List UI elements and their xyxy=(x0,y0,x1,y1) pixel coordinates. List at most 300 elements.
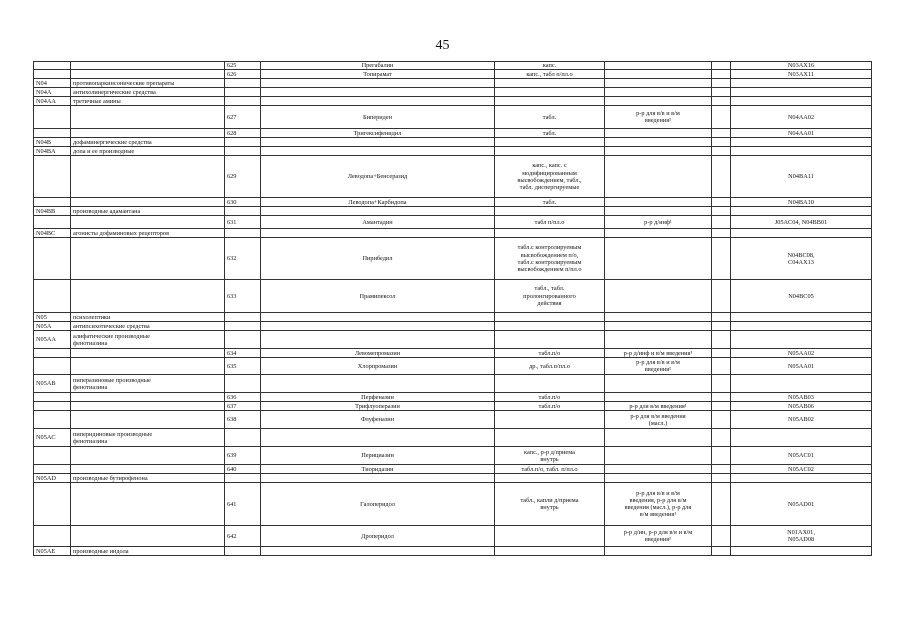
table-row xyxy=(34,198,872,207)
empty-cell xyxy=(712,229,731,238)
atc-reference-line: N05AB02 xyxy=(788,416,814,424)
atc-reference xyxy=(731,198,872,207)
atc-code: N05AE xyxy=(34,547,71,556)
dosage-form xyxy=(495,138,605,147)
atc-code xyxy=(34,411,71,429)
dosage-form-line: табл.п/о xyxy=(538,349,561,357)
row-number: 630 xyxy=(225,198,261,207)
parenteral-form-line: р-р для в/в и в/м xyxy=(636,359,680,366)
empty-cell xyxy=(712,474,731,483)
group-name xyxy=(71,198,225,207)
group-name xyxy=(71,280,225,313)
group-name: агонисты дофаминовых рецепторов xyxy=(71,229,225,238)
empty-cell xyxy=(712,97,731,106)
dosage-form-line: модифицированным xyxy=(522,169,577,177)
row-number xyxy=(225,229,261,238)
atc-reference xyxy=(731,70,872,79)
parenteral-form xyxy=(605,238,712,280)
group-name-line: пиперазиновые производные xyxy=(73,376,151,384)
row-number xyxy=(225,138,261,147)
row-number: 636 xyxy=(225,393,261,402)
atc-reference xyxy=(731,129,872,138)
atc-reference xyxy=(731,79,872,88)
atc-reference xyxy=(731,62,872,70)
atc-code xyxy=(34,358,71,375)
group-name xyxy=(71,465,225,474)
row-number: 625 xyxy=(225,62,261,70)
group-name-line: пиперидиновые производные xyxy=(73,430,153,438)
table-row xyxy=(34,526,872,547)
drug-name: Леводопа+Бенсеразид xyxy=(261,156,495,198)
atc-reference-line: N05AD08 xyxy=(787,536,815,544)
atc-reference xyxy=(731,411,872,429)
empty-cell xyxy=(712,129,731,138)
group-name xyxy=(71,106,225,129)
dosage-form xyxy=(495,198,605,207)
atc-reference xyxy=(731,229,872,238)
dosage-form xyxy=(495,429,605,447)
atc-reference xyxy=(731,97,872,106)
atc-reference-line: N04AA02 xyxy=(787,113,815,121)
drug-name: Прегабалин xyxy=(261,62,495,70)
empty-cell xyxy=(712,349,731,358)
atc-reference-line: N04BA10 xyxy=(788,198,814,206)
parenteral-form-line: р-р д/инф и в/м введения¹ xyxy=(623,349,693,357)
dosage-form xyxy=(495,349,605,358)
parenteral-form xyxy=(605,79,712,88)
atc-reference xyxy=(731,313,872,322)
group-name: дофаминергические средства xyxy=(71,138,225,147)
group-name xyxy=(71,483,225,526)
atc-reference xyxy=(731,138,872,147)
table-row xyxy=(34,465,872,474)
drug-name xyxy=(261,88,495,97)
row-number xyxy=(225,147,261,156)
group-name xyxy=(71,156,225,198)
dosage-form xyxy=(495,129,605,138)
group-name-line: алифатические производные xyxy=(73,332,150,340)
drug-name: Галоперидол xyxy=(261,483,495,526)
atc-reference xyxy=(731,156,872,198)
group-name: противопаркинсонические препараты xyxy=(71,79,225,88)
empty-cell xyxy=(712,402,731,411)
row-number: 635 xyxy=(225,358,261,375)
group-name xyxy=(71,526,225,547)
table-row xyxy=(34,129,872,138)
table-row xyxy=(34,483,872,526)
empty-cell xyxy=(712,138,731,147)
empty-cell xyxy=(712,375,731,393)
atc-code xyxy=(34,129,71,138)
table-row xyxy=(34,280,872,313)
drug-name xyxy=(261,547,495,556)
dosage-form xyxy=(495,358,605,375)
row-number: 632 xyxy=(225,238,261,280)
drug-name: Леводопа+Карбидопа xyxy=(261,198,495,207)
atc-reference-line: N05AA02 xyxy=(787,349,815,357)
atc-reference-line: N04AA01 xyxy=(787,129,815,137)
atc-code xyxy=(34,526,71,547)
dosage-form xyxy=(495,147,605,156)
group-name xyxy=(71,216,225,229)
parenteral-form xyxy=(605,207,712,216)
parenteral-form xyxy=(605,62,712,70)
row-number xyxy=(225,207,261,216)
atc-reference xyxy=(731,474,872,483)
parenteral-form xyxy=(605,358,712,375)
row-number xyxy=(225,88,261,97)
row-number: 639 xyxy=(225,447,261,465)
parenteral-form xyxy=(605,474,712,483)
table-row xyxy=(34,97,872,106)
drug-name xyxy=(261,229,495,238)
table-row xyxy=(34,62,872,70)
atc-code: N04BB xyxy=(34,207,71,216)
row-number xyxy=(225,79,261,88)
parenteral-form-line: введения (масл.), р-р для xyxy=(624,504,692,512)
parenteral-form xyxy=(605,216,712,229)
group-name: производные индола xyxy=(71,547,225,556)
dosage-form-line: табл.п/о xyxy=(538,402,561,410)
dosage-form-line: капс., капс. с xyxy=(532,162,567,170)
parenteral-form xyxy=(605,322,712,331)
empty-cell xyxy=(712,106,731,129)
atc-reference-line: N03AX11 xyxy=(787,70,814,78)
atc-reference xyxy=(731,402,872,411)
row-number: 629 xyxy=(225,156,261,198)
table-row xyxy=(34,79,872,88)
dosage-form xyxy=(495,331,605,349)
empty-cell xyxy=(712,79,731,88)
atc-reference-line: C04AX13 xyxy=(788,258,814,266)
drug-table-body xyxy=(34,62,872,556)
group-name xyxy=(71,62,225,70)
atc-reference xyxy=(731,375,872,393)
atc-reference-line: N03AX16 xyxy=(787,62,815,69)
empty-cell xyxy=(712,393,731,402)
row-number xyxy=(225,375,261,393)
row-number: 631 xyxy=(225,216,261,229)
parenteral-form-line: введения¹ xyxy=(644,536,672,544)
row-number xyxy=(225,474,261,483)
dosage-form xyxy=(495,322,605,331)
page-number: 45 xyxy=(435,38,450,53)
group-name-line: фенотиазина xyxy=(73,383,108,391)
parenteral-form xyxy=(605,156,712,198)
dosage-form xyxy=(495,88,605,97)
dosage-form xyxy=(495,106,605,129)
atc-code: N05AA xyxy=(34,331,71,349)
parenteral-form xyxy=(605,229,712,238)
group-name xyxy=(71,349,225,358)
dosage-form xyxy=(495,207,605,216)
table-row xyxy=(34,411,872,429)
atc-reference xyxy=(731,393,872,402)
table-row xyxy=(34,138,872,147)
empty-cell xyxy=(712,313,731,322)
empty-cell xyxy=(712,411,731,429)
row-number xyxy=(225,547,261,556)
dosage-form-line: внутрь xyxy=(540,455,559,463)
empty-cell xyxy=(712,70,731,79)
dosage-form xyxy=(495,547,605,556)
atc-code: N04A xyxy=(34,88,71,97)
table-row xyxy=(34,156,872,198)
table-row xyxy=(34,402,872,411)
parenteral-form-line: в/м введения¹ xyxy=(639,511,677,519)
atc-code xyxy=(34,447,71,465)
table-row xyxy=(34,70,872,79)
parenteral-form xyxy=(605,138,712,147)
dosage-form xyxy=(495,216,605,229)
parenteral-form-line: (масл.) xyxy=(648,419,668,427)
atc-code xyxy=(34,483,71,526)
drug-name: Трифлуоперазин xyxy=(261,402,495,411)
dosage-form xyxy=(495,411,605,429)
dosage-form-line: табл. xyxy=(542,198,557,206)
row-number: 627 xyxy=(225,106,261,129)
drug-name xyxy=(261,331,495,349)
drug-name xyxy=(261,375,495,393)
empty-cell xyxy=(712,216,731,229)
drug-name: Левомепромазин xyxy=(261,349,495,358)
parenteral-form-line: р-р для в/м введения xyxy=(630,412,686,420)
row-number xyxy=(225,313,261,322)
group-name-line: фенотиазина xyxy=(73,339,108,347)
dosage-form-line: действия xyxy=(537,299,562,307)
dosage-form-line: табл.п/о, табл. п/пл.о xyxy=(521,465,578,473)
group-name xyxy=(71,411,225,429)
empty-cell xyxy=(712,147,731,156)
empty-cell xyxy=(712,238,731,280)
drug-name: Перфеназин xyxy=(261,393,495,402)
drug-name: Тиоридазин xyxy=(261,465,495,474)
empty-cell xyxy=(712,156,731,198)
table-row xyxy=(34,375,872,393)
dosage-form xyxy=(495,447,605,465)
atc-code xyxy=(34,465,71,474)
table-row xyxy=(34,331,872,349)
parenteral-form xyxy=(605,547,712,556)
drug-name: Хлорпромазин xyxy=(261,358,495,375)
table-row xyxy=(34,547,872,556)
row-number xyxy=(225,322,261,331)
table-row xyxy=(34,88,872,97)
dosage-form-line: табл. xyxy=(542,129,557,137)
group-name xyxy=(71,70,225,79)
drug-name xyxy=(261,313,495,322)
atc-code: N05A xyxy=(34,322,71,331)
atc-reference xyxy=(731,547,872,556)
atc-code xyxy=(34,62,71,70)
drug-table xyxy=(33,61,872,556)
group-name xyxy=(71,129,225,138)
empty-cell xyxy=(712,322,731,331)
atc-reference xyxy=(731,238,872,280)
parenteral-form xyxy=(605,526,712,547)
dosage-form-line: капс., табл п/пл.о xyxy=(526,70,573,78)
dosage-form xyxy=(495,62,605,70)
group-name: антипсихотические средства xyxy=(71,322,225,331)
atc-reference-line: N05AC02 xyxy=(788,465,814,473)
row-number xyxy=(225,429,261,447)
atc-code xyxy=(34,156,71,198)
dosage-form-line: высвобождением п/о, xyxy=(520,251,579,259)
drug-name: Бипериден xyxy=(261,106,495,129)
table-row xyxy=(34,207,872,216)
atc-reference xyxy=(731,447,872,465)
empty-cell xyxy=(712,62,731,70)
row-number: 633 xyxy=(225,280,261,313)
parenteral-form xyxy=(605,70,712,79)
dosage-form xyxy=(495,156,605,198)
dosage-form-line: внутрь xyxy=(540,504,559,512)
group-name xyxy=(71,331,225,349)
parenteral-form-line: р-р для в/в и в/м xyxy=(636,110,680,117)
table-row xyxy=(34,349,872,358)
dosage-form xyxy=(495,375,605,393)
dosage-form xyxy=(495,402,605,411)
drug-name xyxy=(261,79,495,88)
drug-name xyxy=(261,138,495,147)
dosage-form-line: капс., р-р д/приема xyxy=(524,448,575,456)
group-name: психолептики xyxy=(71,313,225,322)
drug-name xyxy=(261,207,495,216)
dosage-form xyxy=(495,280,605,313)
atc-reference xyxy=(731,322,872,331)
atc-code: N04 xyxy=(34,79,71,88)
dosage-form-line: др., табл.п/пл.о xyxy=(529,362,570,370)
atc-reference xyxy=(731,349,872,358)
parenteral-form-line: введения¹ xyxy=(644,366,672,374)
drug-name: Пирибедил xyxy=(261,238,495,280)
dosage-form xyxy=(495,474,605,483)
atc-code xyxy=(34,238,71,280)
row-number: 642 xyxy=(225,526,261,547)
dosage-form-line: табл.с контролируемым xyxy=(517,258,582,266)
dosage-form xyxy=(495,97,605,106)
atc-reference xyxy=(731,207,872,216)
group-name xyxy=(71,238,225,280)
dosage-form xyxy=(495,465,605,474)
row-number: 626 xyxy=(225,70,261,79)
empty-cell xyxy=(712,547,731,556)
dosage-form xyxy=(495,229,605,238)
parenteral-form xyxy=(605,331,712,349)
empty-cell xyxy=(712,483,731,526)
parenteral-form-line: введения¹ xyxy=(644,117,672,125)
empty-cell xyxy=(712,465,731,474)
dosage-form-line: табл., капли д/приема xyxy=(520,497,579,504)
drug-name xyxy=(261,147,495,156)
row-number: 640 xyxy=(225,465,261,474)
atc-code xyxy=(34,106,71,129)
parenteral-form xyxy=(605,97,712,106)
parenteral-form xyxy=(605,429,712,447)
table-row xyxy=(34,216,872,229)
atc-code xyxy=(34,70,71,79)
table-row xyxy=(34,393,872,402)
table-row xyxy=(34,358,872,375)
atc-reference-line: N05AB03 xyxy=(788,393,814,401)
parenteral-form xyxy=(605,147,712,156)
atc-code: N04AA xyxy=(34,97,71,106)
atc-reference xyxy=(731,331,872,349)
empty-cell xyxy=(712,207,731,216)
group-name xyxy=(71,402,225,411)
group-name xyxy=(71,447,225,465)
empty-cell xyxy=(712,526,731,547)
atc-code: N04BC xyxy=(34,229,71,238)
dosage-form xyxy=(495,526,605,547)
atc-reference-line: N05AD01 xyxy=(787,500,815,508)
parenteral-form xyxy=(605,465,712,474)
parenteral-form xyxy=(605,106,712,129)
dosage-form-line: пролонгированного xyxy=(523,292,576,300)
atc-code xyxy=(34,393,71,402)
table-row xyxy=(34,147,872,156)
table-row xyxy=(34,238,872,280)
row-number: 641 xyxy=(225,483,261,526)
parenteral-form-line: р-р для в/в и в/м xyxy=(636,489,680,497)
atc-reference xyxy=(731,280,872,313)
parenteral-form-line: р-р д/инф¹ xyxy=(644,218,672,226)
dosage-form-line: капс. xyxy=(542,62,557,69)
drug-name: Флуфеназин xyxy=(261,411,495,429)
parenteral-form xyxy=(605,129,712,138)
group-name xyxy=(71,393,225,402)
atc-code: N05AB xyxy=(34,375,71,393)
group-name: производные адамантана xyxy=(71,207,225,216)
atc-reference-line: N05AC01 xyxy=(788,452,814,460)
empty-cell xyxy=(712,198,731,207)
dosage-form xyxy=(495,238,605,280)
parenteral-form-line: введения, р-р для в/м xyxy=(629,497,687,504)
atc-reference xyxy=(731,216,872,229)
atc-code xyxy=(34,402,71,411)
drug-name: Амантадин xyxy=(261,216,495,229)
drug-name xyxy=(261,429,495,447)
drug-name xyxy=(261,322,495,331)
empty-cell xyxy=(712,331,731,349)
row-number: 634 xyxy=(225,349,261,358)
atc-code: N05AD xyxy=(34,474,71,483)
parenteral-form-line: р-р для в/м введения¹ xyxy=(629,402,687,410)
dosage-form-line: высвобождением, табл., xyxy=(517,176,582,184)
group-name xyxy=(71,358,225,375)
parenteral-form xyxy=(605,375,712,393)
atc-reference-line: N05AA01 xyxy=(787,362,815,370)
group-name: производные бутирофенона xyxy=(71,474,225,483)
group-name-line: фенотиазина xyxy=(73,437,108,445)
empty-cell xyxy=(712,358,731,375)
atc-code: N04B xyxy=(34,138,71,147)
group-name: антихолинергические средства xyxy=(71,88,225,97)
row-number: 637 xyxy=(225,402,261,411)
dosage-form xyxy=(495,483,605,526)
table-row xyxy=(34,447,872,465)
atc-reference xyxy=(731,465,872,474)
atc-code: N04BA xyxy=(34,147,71,156)
drug-name: Тригексифенидил xyxy=(261,129,495,138)
empty-cell xyxy=(712,280,731,313)
parenteral-form xyxy=(605,349,712,358)
parenteral-form xyxy=(605,313,712,322)
atc-code xyxy=(34,216,71,229)
drug-name: Перициазин xyxy=(261,447,495,465)
group-name: допа и ее производные xyxy=(71,147,225,156)
parenteral-form xyxy=(605,280,712,313)
